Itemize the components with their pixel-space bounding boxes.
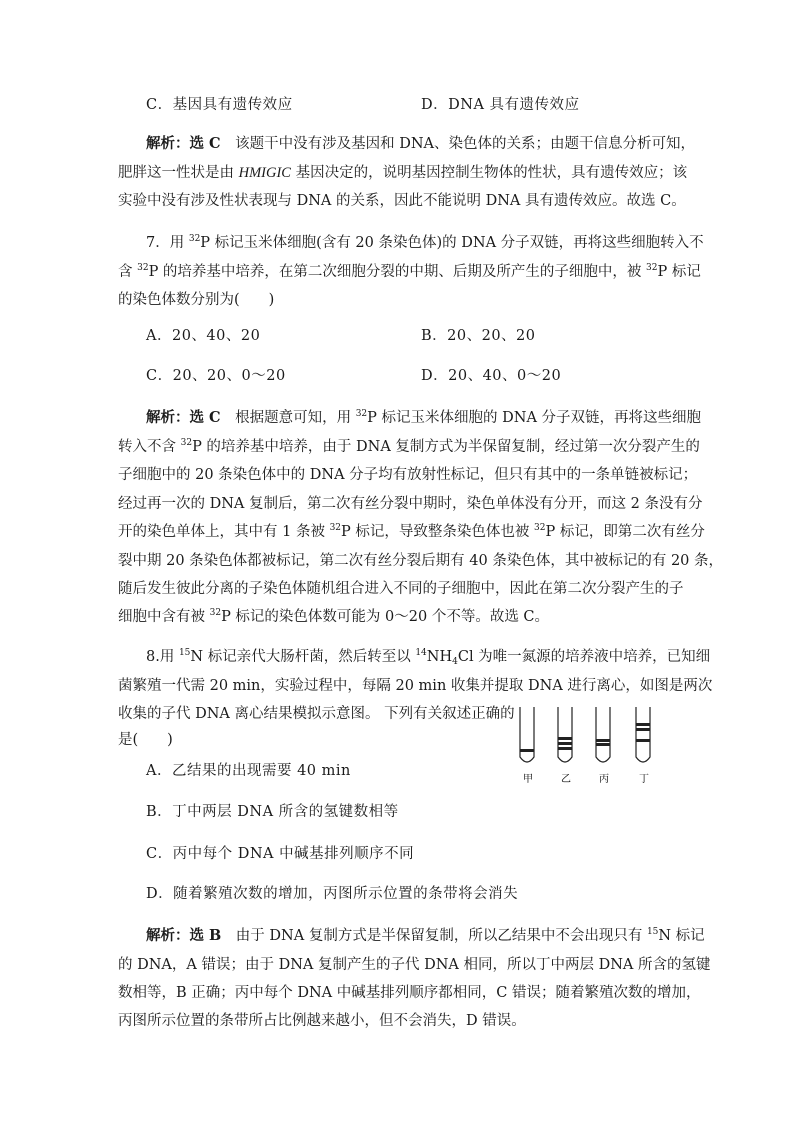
band: [637, 723, 650, 726]
n15-sup: 15: [178, 648, 191, 658]
q7-analysis-1b: P 标记玉米体细胞的 DNA 分子双链，再将这些细胞: [367, 410, 702, 426]
tube-label-yi: 乙: [561, 774, 571, 785]
tube-bing: [596, 707, 610, 762]
q8-analysis-line-3: 数相等，B 正确；丙中每个 DNA 中碱基排列顺序都相同，C 错误；随着繁殖次数的增加，: [118, 985, 701, 1001]
q8-option-a: A．乙结果的出现需要 40 min: [146, 763, 351, 779]
q7-stem-1b: P 标记玉米体细胞(含有 20 条染色体)的 DNA 分子双链，再将这些细胞转入不: [200, 235, 704, 251]
q7-option-d: D．20、40、0～20: [421, 368, 562, 384]
isotope-sup: 32: [329, 523, 342, 533]
q8-option-c: C．丙中每个 DNA 中碱基排列顺序不同: [146, 846, 415, 862]
q7-analysis-line-7: 随后发生彼此分离的子染色体随机组合进入不同的子细胞中，因此在第二次分裂产生的子: [118, 581, 684, 597]
isotope-sup: 32: [646, 263, 658, 273]
q7-analysis-line-1: [146, 408, 701, 428]
isotope-sup: 32: [355, 409, 368, 419]
band: [559, 747, 572, 750]
band: [637, 739, 650, 742]
q7-analysis-line-8: [118, 607, 549, 627]
q8-stem-line-1: [146, 647, 710, 667]
tube-label-jia: 甲: [523, 774, 533, 785]
q8-analysis-line-2: 的 DNA，A 错误；由于 DNA 复制产生的子代 DNA 相同，所以丁中两层 DNA 所含的氢键: [118, 957, 711, 973]
band: [559, 742, 572, 745]
q6-analysis-text-2a: 肥胖这一性状是由: [118, 165, 239, 181]
band: [597, 739, 610, 742]
q7-analysis-8b: P 标记的染色体数可能为 0～20 个不等。故选 C。: [221, 609, 550, 625]
n14-sup: 14: [415, 648, 427, 658]
band: [559, 737, 572, 740]
q7-option-b: B．20、20、20: [421, 328, 536, 344]
tube-jia: [520, 707, 534, 762]
q6-analysis-text-1: 该题干中没有涉及基因和 DNA、染色体的关系；由题干信息分析可知，: [220, 136, 695, 152]
isotope-sup: 32: [534, 523, 546, 533]
sub-4: 4: [452, 657, 458, 667]
gene-name: HMIGIC: [238, 165, 291, 181]
band: [597, 743, 610, 746]
q8-analysis-lead: 解析：选 B: [146, 927, 222, 944]
q6-option-d: D．DNA 具有遗传效应: [421, 97, 580, 113]
q7-analysis-line-2: [118, 437, 700, 457]
tube-label-bing: 丙: [599, 774, 609, 785]
q7-analysis-2a: 转入不含: [118, 439, 181, 455]
q8-stem-1c: NH: [426, 649, 453, 665]
q7-stem-1a: 7．用: [146, 235, 189, 251]
q7-option-a: A．20、40、20: [146, 328, 261, 344]
q7-stem-line-2: [118, 262, 701, 282]
centrifuge-figure: [515, 705, 665, 795]
q8-stem-line-4: 是( ): [118, 732, 173, 748]
q7-analysis-2b: P 的培养基中培养，由于 DNA 复制方式为半保留复制，经过第一次分裂产生的: [192, 439, 700, 455]
q7-analysis-lead: 解析：选 C: [146, 409, 221, 426]
q8-option-b: B．丁中两层 DNA 所含的氢键数相等: [146, 804, 399, 820]
q6-analysis-line-1: [146, 134, 695, 154]
q7-stem-2b: P 的培养基中培养，在第二次细胞分裂的中期、后期及所产生的子细胞中，被: [148, 264, 647, 280]
q7-stem-2c: P 标记: [657, 264, 701, 280]
q7-stem-line-1: [146, 233, 704, 253]
q6-analysis-lead: 解析：选 C: [146, 135, 221, 152]
q7-analysis-line-6: 裂中期 20 条染色体都被标记，第二次有丝分裂后期有 40 条染色体，其中被标记的有 20 条，: [118, 553, 724, 569]
q7-analysis-5c: P 标记，即第二次有丝分: [545, 524, 705, 540]
q7-analysis-8a: 细胞中含有被: [118, 609, 210, 625]
q7-option-c: C．20、20、0～20: [146, 368, 286, 384]
q7-stem-2a: 含: [118, 264, 138, 280]
isotope-sup: 32: [209, 608, 222, 618]
q8-analysis-line-1: [146, 926, 705, 946]
q8-analysis-1a: 由于 DNA 复制方式是半保留复制，所以乙结果中不会出现只有: [221, 928, 647, 944]
band: [521, 749, 534, 752]
q6-analysis-line-3: 实验中没有涉及性状表现与 DNA 的关系，因此不能说明 DNA 具有遗传效应。故选 C。: [118, 193, 686, 209]
q8-stem-1d: Cl 为唯一氮源的培养液中培养，已知细: [457, 649, 711, 665]
q7-analysis-5a: 开的染色单体上，其中有 1 条被: [118, 524, 330, 540]
q7-analysis-1a: 根据题意可知，用: [220, 410, 356, 426]
q7-analysis-line-3: 子细胞中的 20 条染色体中的 DNA 分子均有放射性标记，但只有其中的一条单链被标记；: [118, 467, 698, 483]
q6-analysis-line-2: [118, 163, 687, 183]
n15-sup: 15: [646, 927, 659, 937]
q6-option-c: C．基因具有遗传效应: [146, 97, 293, 113]
isotope-sup: 32: [137, 263, 149, 273]
q7-analysis-line-4: 经过再一次的 DNA 复制后，第二次有丝分裂中期时，染色单体没有分开，而这 2 条没有分: [118, 496, 703, 512]
q8-analysis-1b: N 标记: [658, 928, 705, 944]
q8-stem-1b: N 标记亲代大肠杆菌，然后转至以: [190, 649, 416, 665]
band: [637, 728, 650, 731]
tube-label-ding: 丁: [639, 774, 649, 785]
isotope-sup: 32: [188, 234, 201, 244]
tube-ding: [636, 707, 650, 762]
q8-analysis-line-4: 丙图所示位置的条带所占比例越来越小，但不会消失，D 错误。: [118, 1013, 526, 1029]
q7-analysis-line-5: [118, 522, 705, 542]
q8-stem-1a: 8.用: [146, 649, 179, 665]
q6-analysis-text-2b: 基因决定的，说明基因控制生物体的性状，具有遗传效应；该: [290, 165, 688, 181]
q8-stem-line-3: 收集的子代 DNA 离心结果模拟示意图。 下列有关叙述正确的: [118, 706, 515, 722]
isotope-sup: 32: [180, 438, 193, 448]
tube-yi: [558, 707, 572, 762]
q8-option-d: D．随着繁殖次数的增加，丙图所示位置的条带将会消失: [146, 886, 519, 902]
q7-stem-line-3: 的染色体数分别为( ): [118, 292, 275, 308]
q8-stem-line-2: 菌繁殖一代需 20 min，实验过程中，每隔 20 min 收集并提取 DNA 进行离心，如图是两次: [118, 678, 713, 694]
q7-analysis-5b: P 标记，导致整条染色体也被: [341, 524, 534, 540]
